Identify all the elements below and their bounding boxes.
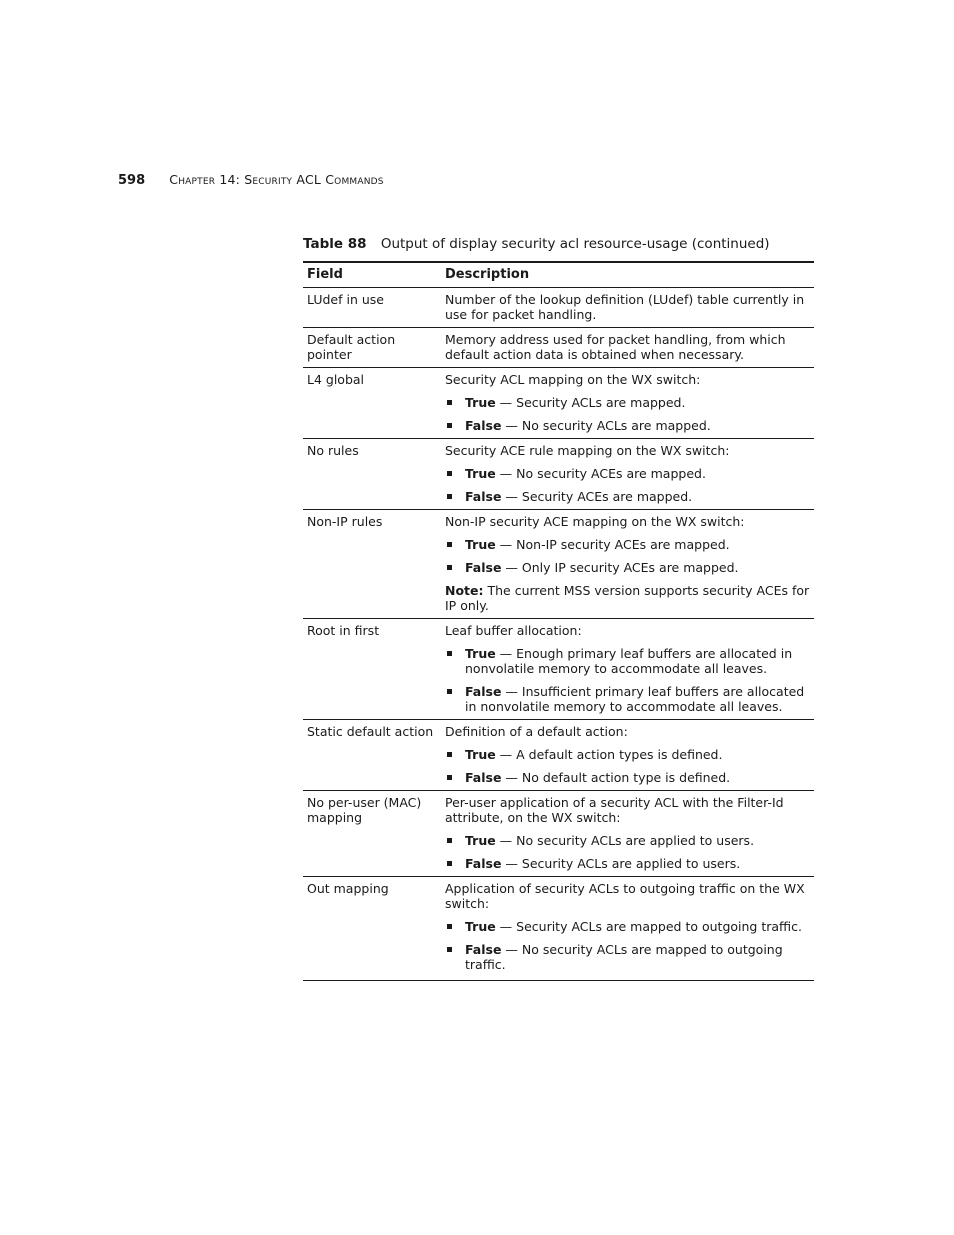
note-text: The current MSS version supports security ACEs for IP only. bbox=[445, 583, 810, 613]
bullet-item bbox=[445, 942, 810, 972]
bullet-item bbox=[445, 537, 810, 552]
table-row bbox=[303, 439, 814, 510]
bullet-keyword: False bbox=[465, 418, 502, 433]
bullet-text: — Insufficient primary leaf buffers are allocated in nonvolatile memory to accommodate all leaves. bbox=[465, 684, 805, 714]
column-header-description: Description bbox=[441, 262, 814, 288]
bullet-list bbox=[445, 919, 810, 972]
bullet-item bbox=[445, 646, 810, 676]
bullet-list bbox=[445, 537, 810, 575]
chapter-title: Chapter 14: Security ACL Commands bbox=[169, 172, 384, 187]
note bbox=[445, 583, 810, 613]
table-row bbox=[303, 288, 814, 328]
table-row bbox=[303, 877, 814, 981]
bullet-text: — A default action types is defined. bbox=[495, 747, 723, 762]
running-header bbox=[118, 172, 384, 189]
table-label: Table 88 bbox=[303, 236, 367, 252]
field-cell: Out mapping bbox=[303, 877, 441, 981]
bullet-list bbox=[445, 747, 810, 785]
table-row bbox=[303, 720, 814, 791]
bullet-list bbox=[445, 395, 810, 433]
bullet-keyword: True bbox=[465, 466, 496, 481]
bullet-item bbox=[445, 489, 810, 504]
square-bullet-icon bbox=[447, 689, 452, 694]
table-row bbox=[303, 510, 814, 619]
bullet-item bbox=[445, 418, 810, 433]
description-text: Number of the lookup definition (LUdef) table currently in use for packet handling. bbox=[445, 292, 805, 322]
description-text: Definition of a default action: bbox=[445, 724, 628, 739]
bullet-text: — No security ACLs are mapped. bbox=[501, 418, 711, 433]
field-description-table bbox=[303, 261, 814, 981]
description-cell bbox=[441, 328, 814, 368]
description-cell bbox=[441, 720, 814, 791]
table-row bbox=[303, 368, 814, 439]
bullet-text: — No security ACLs are mapped to outgoing traffic. bbox=[465, 942, 783, 972]
description-cell bbox=[441, 510, 814, 619]
bullet-item bbox=[445, 770, 810, 785]
bullet-text: — Security ACEs are mapped. bbox=[501, 489, 693, 504]
description-cell bbox=[441, 368, 814, 439]
square-bullet-icon bbox=[447, 494, 452, 499]
table-row bbox=[303, 791, 814, 877]
bullet-text: — Security ACLs are mapped. bbox=[495, 395, 686, 410]
square-bullet-icon bbox=[447, 400, 452, 405]
bullet-keyword: False bbox=[465, 942, 502, 957]
bullet-item bbox=[445, 395, 810, 410]
bullet-item bbox=[445, 466, 810, 481]
field-cell: No per-user (MAC) mapping bbox=[303, 791, 441, 877]
bullet-list bbox=[445, 466, 810, 504]
square-bullet-icon bbox=[447, 752, 452, 757]
note-label: Note: bbox=[445, 583, 484, 598]
description-text: Security ACL mapping on the WX switch: bbox=[445, 372, 701, 387]
bullet-text: — Non-IP security ACEs are mapped. bbox=[495, 537, 730, 552]
square-bullet-icon bbox=[447, 651, 452, 656]
bullet-text: — No security ACLs are applied to users. bbox=[495, 833, 755, 848]
square-bullet-icon bbox=[447, 838, 452, 843]
bullet-item bbox=[445, 833, 810, 848]
bullet-keyword: False bbox=[465, 770, 502, 785]
field-cell: LUdef in use bbox=[303, 288, 441, 328]
bullet-item bbox=[445, 560, 810, 575]
description-text: Non-IP security ACE mapping on the WX switch: bbox=[445, 514, 745, 529]
table-caption bbox=[303, 235, 770, 253]
bullet-text: — No default action type is defined. bbox=[501, 770, 731, 785]
square-bullet-icon bbox=[447, 565, 452, 570]
field-cell: Default action pointer bbox=[303, 328, 441, 368]
bullet-keyword: True bbox=[465, 537, 496, 552]
field-cell: Static default action bbox=[303, 720, 441, 791]
description-text: Leaf buffer allocation: bbox=[445, 623, 582, 638]
table-title: Output of display security acl resource-usage (continued) bbox=[380, 236, 770, 252]
bullet-text: — Enough primary leaf buffers are allocated in nonvolatile memory to accommodate all leaves. bbox=[465, 646, 793, 676]
square-bullet-icon bbox=[447, 924, 452, 929]
description-cell bbox=[441, 288, 814, 328]
description-text: Memory address used for packet handling, from which default action data is obtained when necessary. bbox=[445, 332, 786, 362]
bullet-text: — Security ACLs are mapped to outgoing traffic. bbox=[495, 919, 802, 934]
bullet-text: — Only IP security ACEs are mapped. bbox=[501, 560, 739, 575]
square-bullet-icon bbox=[447, 861, 452, 866]
bullet-keyword: True bbox=[465, 833, 496, 848]
bullet-keyword: False bbox=[465, 684, 502, 699]
bullet-keyword: False bbox=[465, 489, 502, 504]
bullet-keyword: False bbox=[465, 560, 502, 575]
square-bullet-icon bbox=[447, 471, 452, 476]
description-cell bbox=[441, 877, 814, 981]
square-bullet-icon bbox=[447, 423, 452, 428]
bullet-text: — No security ACEs are mapped. bbox=[495, 466, 706, 481]
bullet-item bbox=[445, 856, 810, 871]
table-row bbox=[303, 328, 814, 368]
table-row bbox=[303, 619, 814, 720]
bullet-keyword: True bbox=[465, 747, 496, 762]
table-header-row bbox=[303, 262, 814, 288]
bullet-item bbox=[445, 919, 810, 934]
bullet-keyword: True bbox=[465, 395, 496, 410]
square-bullet-icon bbox=[447, 542, 452, 547]
bullet-text: — Security ACLs are applied to users. bbox=[501, 856, 741, 871]
column-header-field: Field bbox=[303, 262, 441, 288]
bullet-list bbox=[445, 833, 810, 871]
bullet-list bbox=[445, 646, 810, 714]
description-cell bbox=[441, 791, 814, 877]
description-text: Application of security ACLs to outgoing traffic on the WX switch: bbox=[445, 881, 805, 911]
bullet-keyword: True bbox=[465, 919, 496, 934]
field-cell: Non-IP rules bbox=[303, 510, 441, 619]
bullet-item bbox=[445, 747, 810, 762]
description-cell bbox=[441, 619, 814, 720]
page-number: 598 bbox=[118, 173, 146, 188]
bullet-keyword: False bbox=[465, 856, 502, 871]
square-bullet-icon bbox=[447, 775, 452, 780]
square-bullet-icon bbox=[447, 947, 452, 952]
bullet-item bbox=[445, 684, 810, 714]
description-cell bbox=[441, 439, 814, 510]
description-text: Per-user application of a security ACL with the Filter-Id attribute, on the WX switch: bbox=[445, 795, 784, 825]
description-text: Security ACE rule mapping on the WX switch: bbox=[445, 443, 730, 458]
bullet-keyword: True bbox=[465, 646, 496, 661]
field-cell: L4 global bbox=[303, 368, 441, 439]
field-cell: No rules bbox=[303, 439, 441, 510]
field-cell: Root in first bbox=[303, 619, 441, 720]
